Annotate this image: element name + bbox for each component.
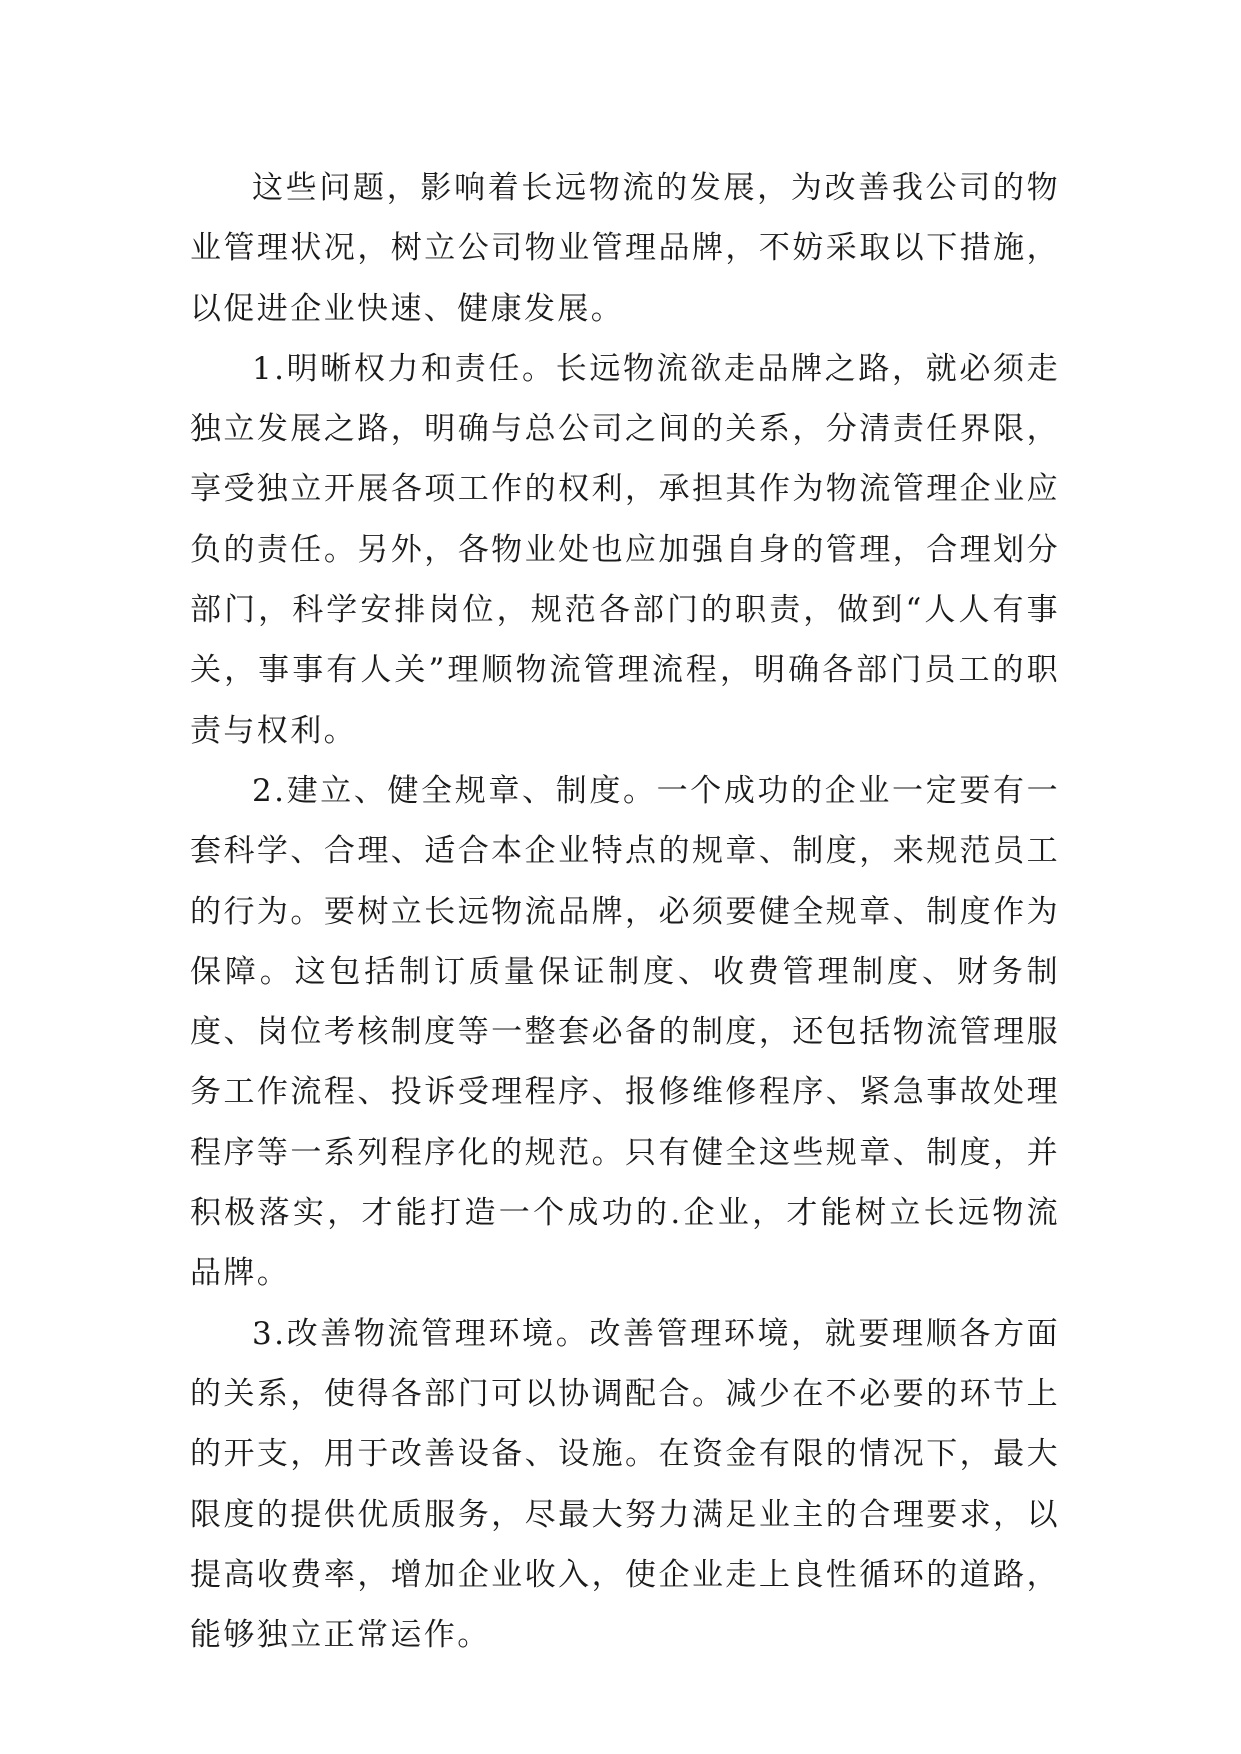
paragraph-item-2: 2.建立、健全规章、制度。一个成功的企业一定要有一套科学、合理、适合本企业特点的规章、制度，来规范员工的行为。要树立长远物流品牌，必须要健全规章、制度作为保障。这包括制订质量保证制度、收费管理制度、财务制度、岗位考核制度等一整套必备的制度，还包括物流管理服务工作流程、投诉受理程序、报修维修程序、紧急事故处理程序等一系列程序化的规范。只有健全这些规章、制度，并积极落实，才能打造一个成功的.企业，才能树立长远物流品牌。 [190,772,1060,1292]
document-body [190,158,1060,1665]
paragraph-item-1: 1.明晰权力和责任。长远物流欲走品牌之路，就必须走独立发展之路，明确与总公司之间的关系，分清责任界限，享受独立开展各项工作的权利，承担其作为物流管理企业应负的责任。另外，各物业处也应加强自身的管理，合理划分部门，科学安排岗位，规范各部门的职责，做到“人人有事关，事事有人关”理顺物流管理流程，明确各部门员工的职责与权利。 [190,350,1060,749]
paragraph-item-3: 3.改善物流管理环境。改善管理环境，就要理顺各方面的关系，使得各部门可以协调配合。减少在不必要的环节上的开支，用于改善设备、设施。在资金有限的情况下，最大限度的提供优质服务，尽最大努力满足业主的合理要求，以提高收费率，增加企业收入，使企业走上良性循环的道路，能够独立正常运作。 [190,1315,1060,1654]
paragraph-intro: 这些问题，影响着长远物流的发展，为改善我公司的物业管理状况，树立公司物业管理品牌，不妨采取以下措施，以促进企业快速、健康发展。 [190,170,1060,327]
